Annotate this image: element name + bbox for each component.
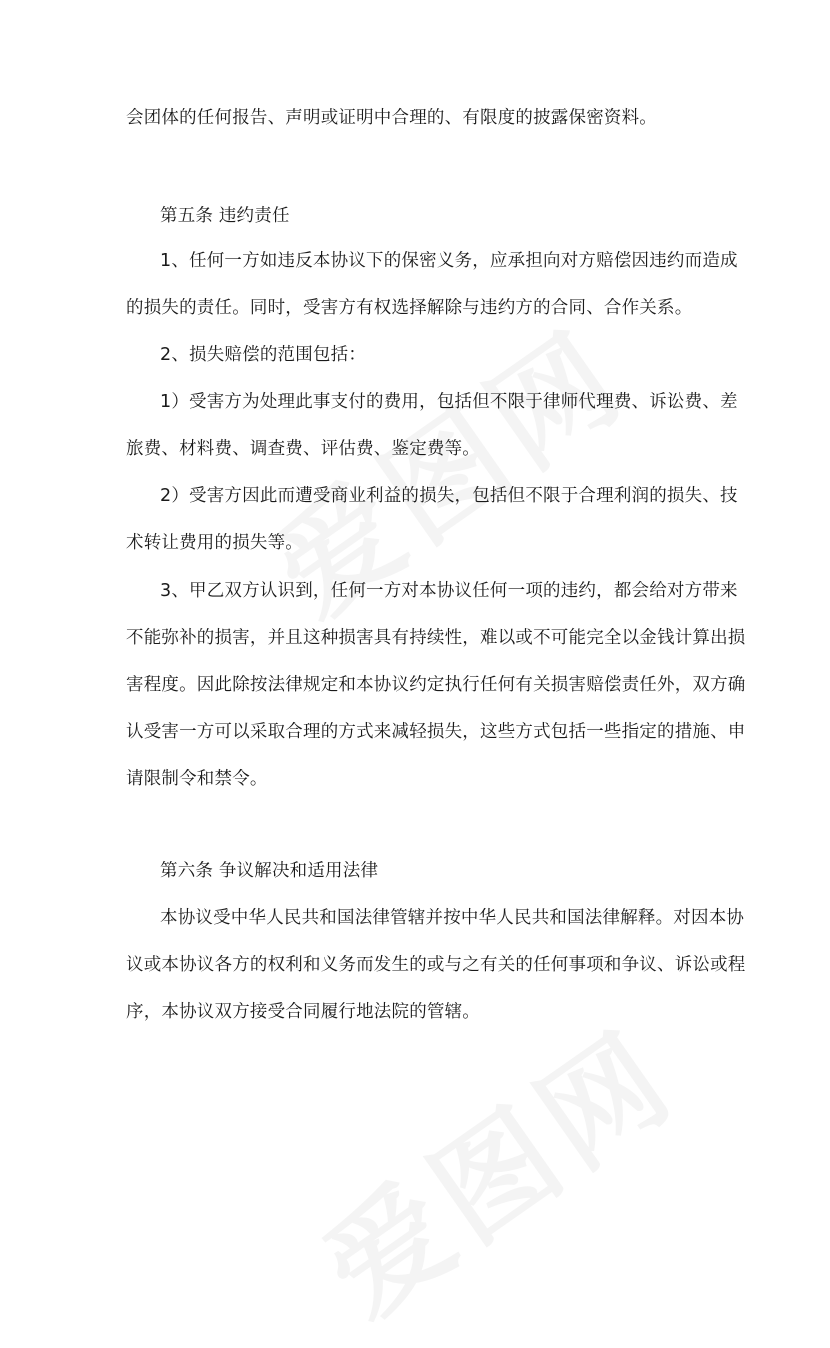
- watermark-lower: [286, 984, 704, 1348]
- paragraph-line: 不能弥补的损害，并且这种损害具有持续性，难以或不可能完全以金钱计算出损: [126, 628, 746, 648]
- paragraph-line: 请限制令和禁令。: [126, 769, 268, 789]
- paragraph-line: 2）受害方因此而遭受商业利益的损失，包括但不限于合理利润的损失、技: [160, 486, 738, 506]
- paragraph-line: 3、甲乙双方认识到，任何一方对本协议任何一项的违约，都会给对方带来: [160, 581, 738, 601]
- paragraph-line: 序，本协议双方接受合同履行地法院的管辖。: [126, 1002, 480, 1022]
- paragraph-line: 的损失的责任。同时，受害方有权选择解除与违约方的合同、合作关系。: [126, 298, 693, 318]
- paragraph-line: 本协议受中华人民共和国法律管辖并按中华人民共和国法律解释。对因本协: [160, 908, 745, 928]
- section-heading: 第五条 违约责任: [160, 206, 290, 226]
- paragraph-line: 2、损失赔偿的范围包括：: [160, 345, 367, 365]
- paragraph-line: 害程度。因此除按法律规定和本协议约定执行任何有关损害赔偿责任外，双方确: [126, 675, 746, 695]
- section-heading: 第六条 争议解决和适用法律: [160, 861, 379, 881]
- paragraph-line: 认受害一方可以采取合理的方式来减轻损失，这些方式包括一些指定的措施、申: [126, 722, 746, 742]
- paragraph-line: 1）受害方为处理此事支付的费用，包括但不限于律师代理费、诉讼费、差: [160, 392, 738, 412]
- paragraph-line: 旅费、材料费、调查费、评估费、鉴定费等。: [126, 439, 480, 459]
- paragraph-line: 议或本协议各方的权利和义务而发生的或与之有关的任何事项和争议、诉讼或程: [126, 955, 746, 975]
- paragraph-line: 1、任何一方如违反本协议下的保密义务，应承担向对方赔偿因违约而造成: [160, 251, 738, 271]
- paragraph-line: 会团体的任何报告、声明或证明中合理的、有限度的披露保密资料。: [126, 108, 657, 128]
- paragraph-line: 术转让费用的损失等。: [126, 533, 303, 553]
